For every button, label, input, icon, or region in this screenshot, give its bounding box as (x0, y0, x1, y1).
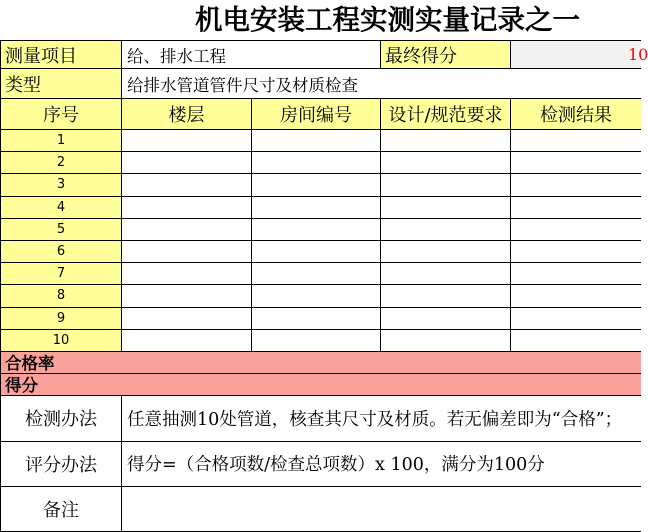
result-cell[interactable] (511, 174, 641, 196)
requirement-cell[interactable] (381, 197, 511, 219)
requirement-cell[interactable] (381, 308, 511, 330)
requirement-cell[interactable] (381, 219, 511, 241)
header-serial-number: 序号 (1, 99, 122, 130)
method-label: 检测办法 (1, 396, 122, 442)
floor-cell[interactable] (122, 263, 252, 285)
room-number-cell[interactable] (252, 174, 381, 196)
result-cell[interactable] (511, 219, 641, 241)
result-cell[interactable] (511, 285, 641, 307)
row-number-cell: 1 (1, 130, 122, 152)
floor-cell[interactable] (122, 330, 252, 352)
result-cell[interactable] (511, 263, 641, 285)
record-sheet (0, 40, 648, 532)
result-cell[interactable] (511, 241, 641, 263)
header-floor: 楼层 (122, 99, 252, 130)
measure-item-label: 测量项目 (1, 41, 122, 69)
requirement-cell[interactable] (381, 285, 511, 307)
row-number-cell: 9 (1, 308, 122, 330)
row-number-cell: 10 (1, 330, 122, 352)
requirement-cell[interactable] (381, 152, 511, 174)
room-number-cell[interactable] (252, 241, 381, 263)
result-cell[interactable] (511, 308, 641, 330)
type-value: 给排水管道管件尺寸及材质检查 (122, 69, 641, 99)
room-number-cell[interactable] (252, 152, 381, 174)
requirement-cell[interactable] (381, 330, 511, 352)
row-number-cell: 2 (1, 152, 122, 174)
result-cell[interactable] (511, 197, 641, 219)
result-cell[interactable] (511, 130, 641, 152)
floor-cell[interactable] (122, 130, 252, 152)
row-number-cell: 6 (1, 241, 122, 263)
room-number-cell[interactable] (252, 219, 381, 241)
title-row (0, 0, 641, 40)
row-number-cell: 5 (1, 219, 122, 241)
final-score-value: 10 (511, 41, 641, 69)
type-label: 类型 (1, 69, 122, 99)
score-label: 得分 (1, 374, 641, 396)
header-design-requirement: 设计/规范要求 (381, 99, 511, 130)
method-text: 任意抽测10处管道，核查其尺寸及材质。若无偏差即为“合格”； (122, 396, 641, 442)
room-number-cell[interactable] (252, 308, 381, 330)
result-cell[interactable] (511, 330, 641, 352)
measure-item-value: 给、排水工程 (122, 41, 381, 69)
floor-cell[interactable] (122, 197, 252, 219)
requirement-cell[interactable] (381, 241, 511, 263)
room-number-cell[interactable] (252, 130, 381, 152)
remark-label: 备注 (1, 487, 122, 532)
room-number-cell[interactable] (252, 263, 381, 285)
page-title: 机电安装工程实测实量记录之一 (195, 4, 580, 36)
floor-cell[interactable] (122, 152, 252, 174)
header-inspection-result: 检测结果 (511, 99, 641, 130)
result-cell[interactable] (511, 152, 641, 174)
requirement-cell[interactable] (381, 263, 511, 285)
pass-rate-label: 合格率 (1, 352, 641, 374)
requirement-cell[interactable] (381, 174, 511, 196)
scoring-text: 得分=（合格项数/检查总项数）x 100，满分为100分 (122, 442, 641, 487)
floor-cell[interactable] (122, 308, 252, 330)
scoring-label: 评分办法 (1, 442, 122, 487)
requirement-cell[interactable] (381, 130, 511, 152)
final-score-label: 最终得分 (381, 41, 511, 69)
floor-cell[interactable] (122, 241, 252, 263)
room-number-cell[interactable] (252, 330, 381, 352)
row-number-cell: 8 (1, 285, 122, 307)
row-number-cell: 3 (1, 174, 122, 196)
header-room-number: 房间编号 (252, 99, 381, 130)
floor-cell[interactable] (122, 219, 252, 241)
room-number-cell[interactable] (252, 197, 381, 219)
row-number-cell: 7 (1, 263, 122, 285)
floor-cell[interactable] (122, 285, 252, 307)
row-number-cell: 4 (1, 197, 122, 219)
floor-cell[interactable] (122, 174, 252, 196)
remark-text[interactable] (122, 487, 641, 532)
room-number-cell[interactable] (252, 285, 381, 307)
